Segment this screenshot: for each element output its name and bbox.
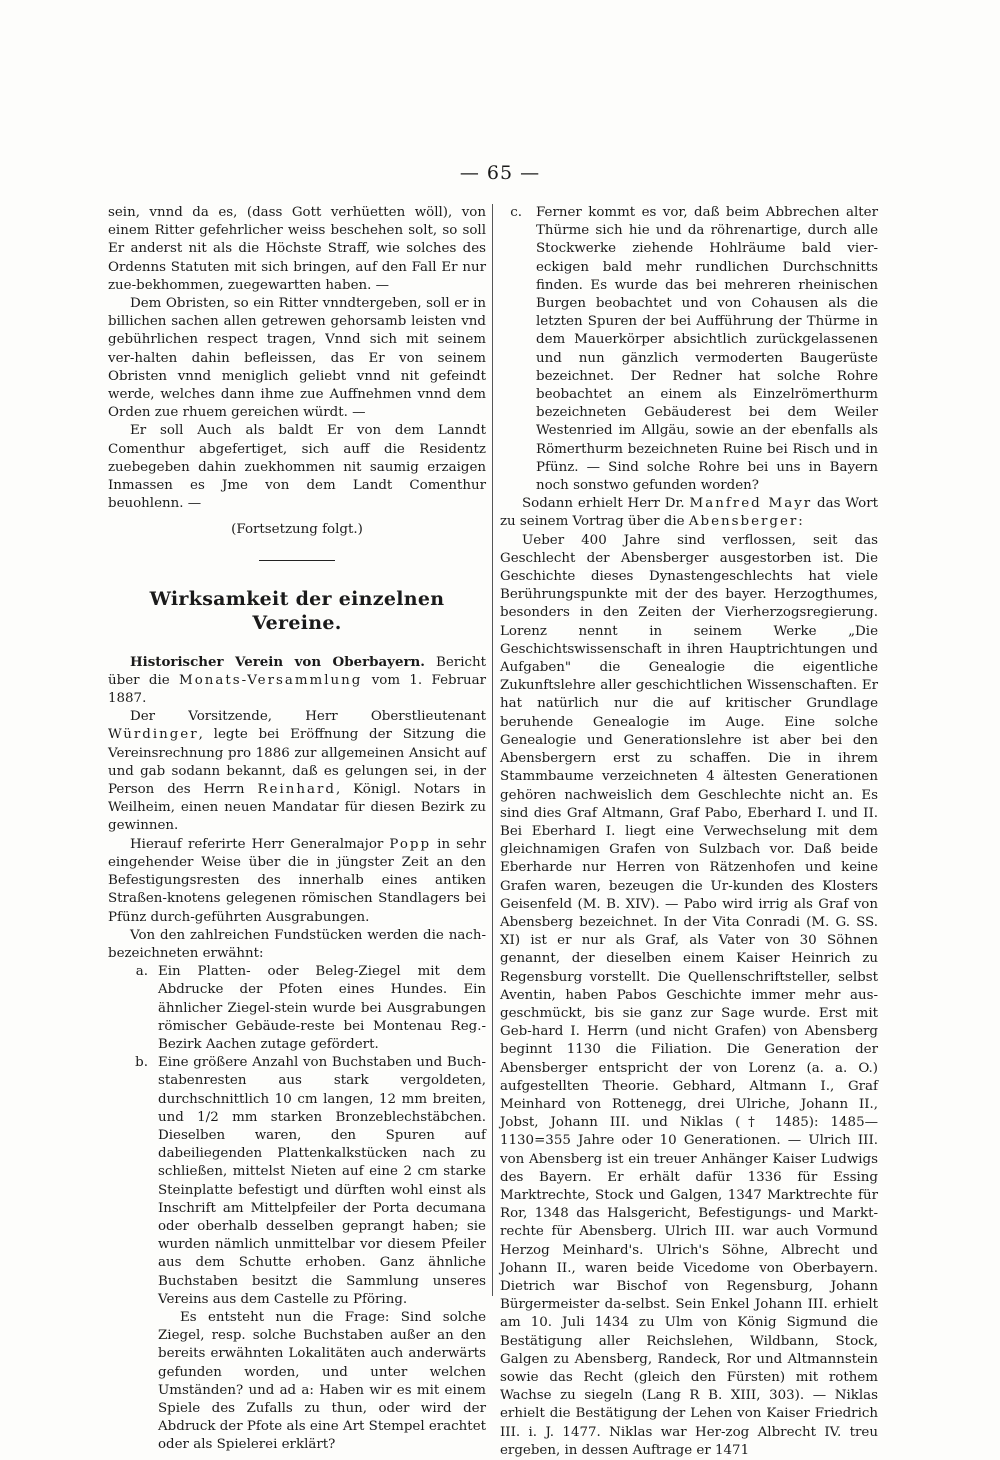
paragraph: Sodann erhielt Herr Dr. Manfred Mayr das Wort zu seinem Vortrag über die Abensberger: [500,496,878,530]
list-item-label: c. [510,205,522,220]
paragraph: Historischer Verein von Oberbayern. Bericht über die Monats-Versammlung vom 1. Februar 1887. [108,653,486,707]
list-item: b. Eine größere Anzahl von Buchstaben und Buch-stabenresten aus stark vergoldeten, durchschnittlich 10 cm langen, 12 mm breiten, und 1/2 mm starken Bronzeblechstäbchen. Dieselben waren, den Spuren auf dabeiliegenden Plattenkalkstücken nach zu schließen, mittelst Nieten auf eine 2 cm starke Steinplatte befestigt und dürften wohl einst als Inschrift am Mittelpfeiler der Porta decumana oder oberhalb desselben geprangt haben; sie wurden nämlich unmittelbar vor diesem Pfeiler aus dem Schutte erhoben. Ganz ähnliche Buchstaben besitzt die Sammlung unseres Vereins aus dem Castelle zu Pföring. [135,1055,486,1307]
section-divider [259,560,335,561]
list-item-label: a. [135,964,148,980]
list-item-continuation: Es entsteht nun die Frage: Sind solche Ziegel, resp. solche Buchstaben außer an den bereits erwähnten Lokalitäten auch anderwärts gefunden worden, und unter welchen Umständen? und ad a: Haben wir es mit einem Spiele des Zufalls zu thun, oder wird der Abdruck der Pfote als eine Art Stempel erachtet oder als Spielerei erklärt? [158,1309,486,1453]
paragraph: Hierauf referirte Herr Generalmajor Popp in sehr eingehender Weise über die in jüngster Zeit an den Befestigungsresten des innerhalb eines antiken Straßen-knotens gelegenen römischen Standlagers bei Pfünz durch-geführten Ausgrabungen. [108,836,486,925]
paragraph: Der Vorsitzende, Herr Oberstlieutenant Würdinger, legte bei Eröffnung der Sitzung die Vereinsrechnung pro 1886 zur allgemeinen Ansicht auf und gab sodann bekannt, daß es gelungen sei, in der Person des Herrn Reinhard, Königl. Notars in Weilheim, einen neuen Mandatar für diesen Bezirk zu gewinnen. [108,709,486,834]
right-column [500,204,878,1460]
paragraph: Er soll Auch als baldt Er von dem Lanndt Comenthur abgefertiget, sich auff die Residentz zuebegeben dahin zuekhommen nit saumig erzaigen Inmassen es Jme von dem Landt Comenthur beuohlenn. — [108,423,486,512]
left-column [108,204,486,1455]
continuation-note: (Fortsetzung folgt.) [231,522,363,538]
section-title: Wirksamkeit der einzelnen Vereine. [149,587,445,634]
list-item-label: b. [135,1055,148,1071]
society-name: Historischer Verein von Oberbayern. [130,653,425,670]
paragraph: Dem Obristen, so ein Ritter vnndtergeben, soll er in billichen sachen allen getrewen gehorsamb leisten vnd gebührlichen respect tragen, Vnnd sich mit seinem ver-halten dahin befleissen, das Er von seinem Obristen vnnd meniglich geliebt vnnd nit gefeindt werde, welches dann ihme zue Auffnehmen vnnd dem Orden zue rhuem gereichen würdt. — [108,296,486,421]
list-item: a. Ein Platten- oder Beleg-Ziegel mit dem Abdrucke der Pfoten eines Hundes. Ein ähnlicher Ziegel-stein wurde bei Ausgrabungen römischer Gebäude-reste bei Montenau Reg.-Bezirk Aachen zutage gefördert. [135,964,486,1052]
paragraph: Ueber 400 Jahre sind verflossen, seit das Geschlecht der Abensberger ausgestorben ist. Die Geschichte dieses Dynastengeschlechts hat viele Berührungspunkte mit der des bayer. Herzogthumes, besonders in den Zeiten der Vierherzogsregierung. Lorenz nennt in seinem Werke „Die Geschichtswissenschaft in ihren Hauptrichtungen und Aufgaben" die Genealogie die eigentliche Zukunftslehre aller geschichtlichen Wissenschaften. Er hat natürlich nur die auf kritischer Grundlage beruhende Genealogie im Auge. Eine solche Genealogie und Generationslehre ist aber bei den Abensbergern erst zu schaffen. Die in ihrem Stammbaume verzeichneten 4 ältesten Generationen gehören nachweislich dem Geschlechte nicht an. Es sind dies Graf Altmann, Graf Pabo, Eberhard I. und II. Bei Eberhard I. liegt eine Verwechselung mit dem gleichnamigen Grafen von Sulzbach vor. Daß beide Eberharde nur Herren von Rätzenhofen und keine Grafen waren, bezeugen die Ur-kunden des Klosters Geisenfeld (M. B. XIV). — Pabo wird irrig als Graf von Abensberg bezeichnet. In der Vita Conradi (M. G. SS. XI) ist er nur als Graf, als Vater von 30 Söhnen genannt, der dieselben einem Kaiser Heinrich zu Regensburg vorstellt. Die Quellenschriftsteller, selbst Aventin, haben Pabos Geschichte immer mehr aus-geschmückt, bis sie ganz zur Sage wurde. Erst mit Geb-hard I. Herrn (und nicht Grafen) von Abensberg beginnt 1130 die Filiation. Die Generation der Abensberger entspricht der von Lorenz (a. a. O.) aufgestellten Theorie. Gebhard, Altmann I., Graf Meinhard von Rottenegg, drei Ulriche, Johann II., Jobst, Johann III. und Niklas († 1485): 1485—1130=355 Jahre oder 10 Generationen. — Ulrich III. von Abensberg ist ein treuer Anhänger Kaiser Ludwigs des Bayern. Er erhält dafür 1336 für Essing Marktrechte, Stock und Galgen, 1347 Marktrechte für Ror, 1348 das Halsgericht, Befestigungs- und Markt-rechte für Abensberg. Ulrich III. war auch Vormund Herzog Meinhard's. Ulrich's Söhne, Albrecht und Johann II., waren beide Vicedome von Oberbayern. Dietrich war Bischof von Regensburg, Johann Bürgermeister da-selbst. Sein Enkel Johann III. erhielt am 10. Juli 1434 zu Ulm von König Sigmund die Bestätigung aller Reichslehen, Wildbann, Stock, Galgen zu Abensberg, Randeck, Ror und Altmannstein sowie das Recht (gleich den Fürsten) mit rothem Wachse zu siegeln (Lang R B. XIII, 303). — Niklas erhielt die Bestätigung der Lehen von Kaiser Friedrich III. i. J. 1477. Niklas war Her-zog Albrecht IV. treu ergeben, in dessen Auftrage er 1471 [500,532,878,1458]
list-item: c. Ferner kommt es vor, daß beim Abbrechen alter Thürme sich hie und da röhrenartige, durch alle Stockwerke ziehende Hohlräume bald vier-eckigen bald mehr rundlichen Durchschnitts finden. Es wurde das bei mehreren rheinischen Burgen beobachtet und von Cohausen als die letzten Spuren der bei Aufführung der Thürme in dem Mauerkörper absichtlich zurückgelassenen und nun gänzlich vermoderten Baugerüste bezeichnet. Der Redner hat solche Rohre beobachtet an einem als Einzelrömerthurm bezeichneten Gebäuderest bei dem Weiler Westenried im Allgäu, sowie an der ebenfalls als Römerthurm bezeichneten Ruine bei Risch und in Pfünz. — Sind solche Rohre bei uns in Bayern noch sonstwo gefunden worden? [510,205,878,494]
paragraph: Von den zahlreichen Fundstücken werden die nach-bezeichneten erwähnt: [108,927,486,961]
paragraph: sein, vnnd da es, (dass Gott verhüetten wöll), von einem Ritter gefehrlicher weiss beschehen solt, so soll Er anderst nit als die Höchste Straff, wie solches des Ordenns Statuten mit sich bringen, auf den Fall Er nur zue-bekhommen, zuegewartten haben. — [108,205,486,293]
column-divider [492,204,493,1296]
page-number: — 65 — [459,162,541,184]
